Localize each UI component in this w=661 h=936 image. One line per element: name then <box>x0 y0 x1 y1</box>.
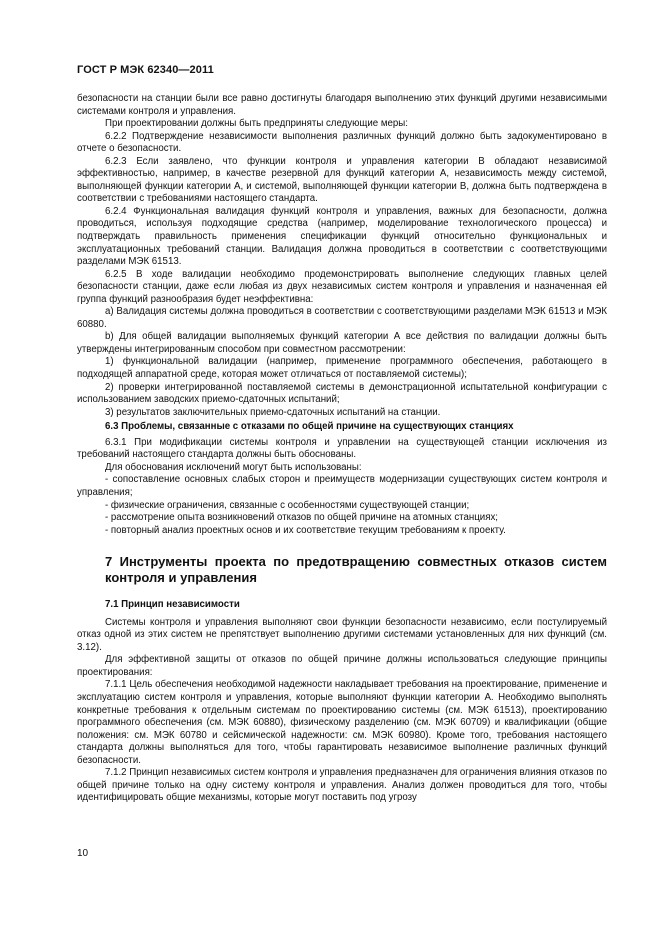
list-item: 2) проверки интегрированной поставляемой системы в демонстрационной испытательной конфигурации с использованием заводских приемо-сдаточных испытаний; <box>77 381 607 406</box>
paragraph: 7.1.1 Цель обеспечения необходимой надежности накладывает требования на проектирование, применение и эксплуатацию систем контроля и управления, которые выполняют функции категории А. Необходимо выполнять конкретные требования к отдельным системам по проектированию системы (см. МЭК 61513), проектированию программного обеспечения (см. МЭК 60880), физическому разделению (см. МЭК 60709) и квалификации (общие положения: см. МЭК 60780 и сейсмической надежности: см. МЭК 60980). Кроме того, требования настоящего стандарта должны выполняться для того, чтобы гарантировать независимое выполнение различных функций безопасности. <box>77 679 607 766</box>
paragraph: 7.1.2 Принцип независимых систем контроля и управления предназначен для ограничения влияния отказов по общей причине только на одну систему контроля и управления. Анализ должен проводиться для того, чтобы идентифицировать общие механизмы, которые могут поставить под угрозу <box>77 767 607 804</box>
subheading-7-1: 7.1 Принцип независимости <box>105 599 240 611</box>
list-item: 3) результатов заключительных приемо-сдаточных испытаний на станции. <box>105 406 441 418</box>
document-header: ГОСТ Р МЭК 62340—2011 <box>77 64 214 76</box>
section-7-heading: 7 Инструменты проекта по предотвращению совместных отказов систем контроля и управления <box>105 554 607 586</box>
paragraph: 6.3.1 При модификации системы контроля и управлении на существующей станции исключения из требований настоящего стандарта должны быть обоснованы. <box>77 436 607 461</box>
list-item: - сопоставление основных слабых сторон и преимуществ модернизации существующих систем контроля и управления; <box>77 474 607 498</box>
paragraph: 6.2.3 Если заявлено, что функции контроля и управления категории В обладают независимой эффективностью, например, в качестве резервной для функций категории А, независимость между системой, выполняющей функции категории А, и системой, выполняющей функции категории В, должна быть подтверждена в соответствии с требованиями настоящего стандарта. <box>77 155 607 205</box>
paragraph: Для эффективной защиты от отказов по общей причине должны использоваться следующие принципы проектирования: <box>77 654 607 678</box>
paragraph: 6.2.2 Подтверждение независимости выполнения различных функций должно быть задокументировано в отчете о безопасности. <box>77 130 607 155</box>
list-item: а) Валидация системы должна проводиться в соответствии с соответствующими разделами МЭК 61513 и МЭК 60880. <box>77 306 607 330</box>
paragraph: безопасности на станции были все равно достигнуты благодаря выполнению этих функций другими независимыми системами контроля и управления. <box>77 93 607 117</box>
paragraph: 6.2.5 В ходе валидации необходимо продемонстрировать выполнение следующих главных целей безопасности станции, даже если любая из двух независимых систем контроля и управления и назначенная ей группа функций разнообразия будет неэффективна: <box>77 268 607 305</box>
paragraph: При проектировании должны быть предприняты следующие меры: <box>105 118 408 130</box>
paragraph: 6.2.4 Функциональная валидация функций контроля и управления, важных для безопасности, должна проводиться, используя подходящие средства (например, моделирование технологического процесса) и подтверждать правильность применения спецификации функций относительно функциональных и эксплуатационных требований станции. Валидация должна проводиться в соответствии с соответствующими разделами МЭК 61513. <box>77 205 607 268</box>
page-number: 10 <box>77 848 89 859</box>
document-body <box>77 93 607 805</box>
list-item: b) Для общей валидации выполняемых функций категории А все действия по валидации должны быть утверждены интегрированным способом при совместном рассмотрении: <box>77 331 607 355</box>
paragraph: Системы контроля и управления выполняют свои функции безопасности независимо, если постулируемый отказ одной из этих систем не препятствует выполнению другими системами установленных для них функций (см. 3.12). <box>77 616 607 653</box>
list-item: - повторный анализ проектных основ и их соответствие текущим требованиям к проекту. <box>105 524 506 536</box>
paragraph: Для обоснования исключений могут быть использованы: <box>105 461 362 473</box>
list-item: - рассмотрение опыта возникновений отказов по общей причине на атомных станциях; <box>105 512 498 524</box>
list-item: - физические ограничения, связанные с особенностями существующей станции; <box>105 499 470 511</box>
list-item: 1) функциональной валидации (например, применение программного обеспечения, работающего в подходящей аппаратной среде, которая может отличаться от поставляемой системы); <box>77 356 607 381</box>
subheading-6-3: 6.3 Проблемы, связанные с отказами по общей причине на существующих станциях <box>105 421 514 433</box>
